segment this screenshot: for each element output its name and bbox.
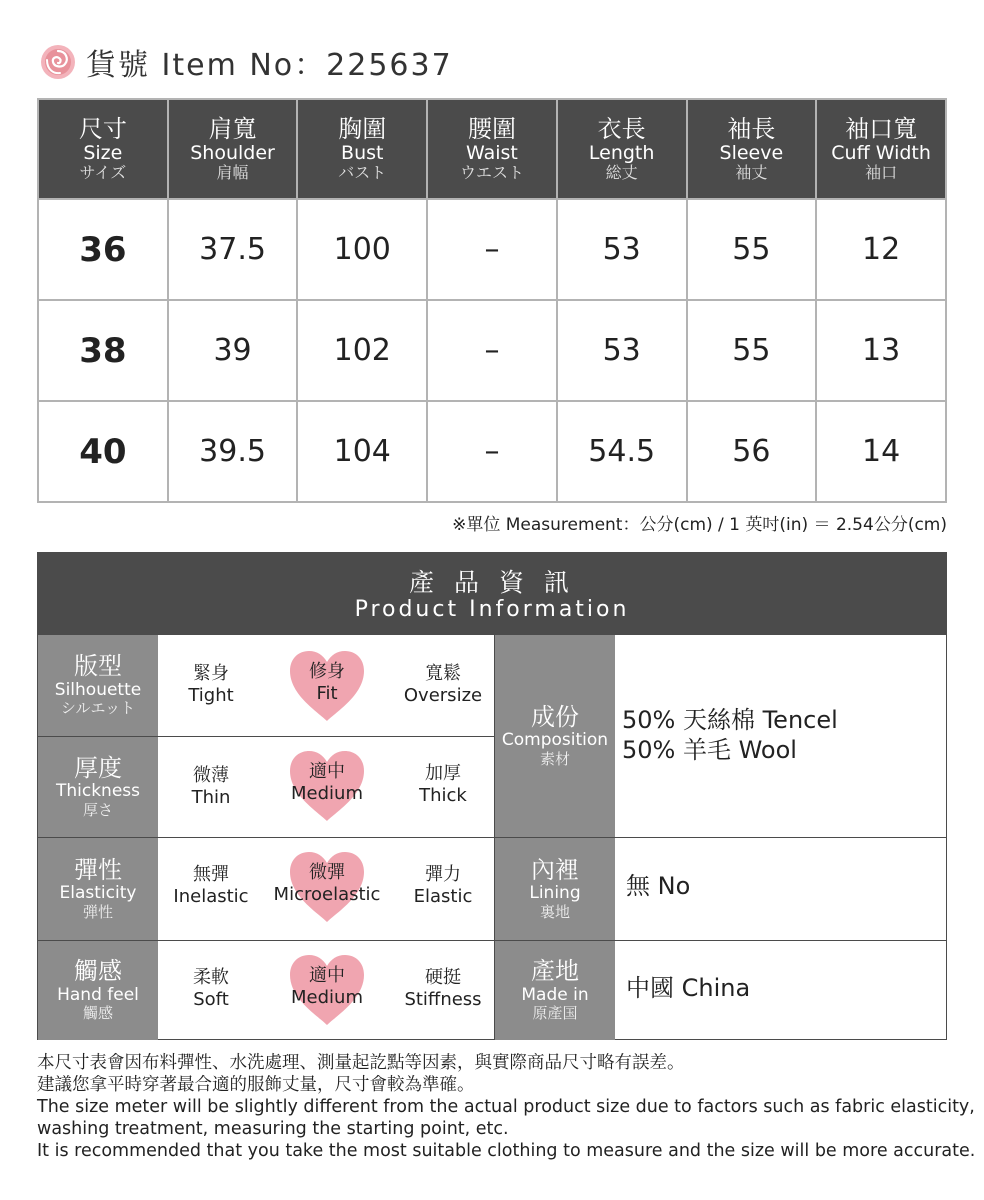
item-number-title: 貨號 Item No：225637 (86, 48, 453, 83)
label-ja: 原產国 (532, 1004, 578, 1023)
option-en: Tight (188, 684, 234, 706)
header-zh: 肩寬 (208, 114, 257, 143)
length-cell: 54.5 (557, 401, 687, 502)
size-cell: 40 (38, 401, 168, 502)
header-en: Shoulder (190, 141, 275, 164)
header-en: Bust (341, 141, 384, 164)
header-zh: 尺寸 (78, 114, 127, 143)
column-header-bust (297, 99, 427, 199)
size-table (37, 98, 947, 503)
table-row (38, 300, 946, 401)
option-thin (156, 765, 266, 809)
label-zh: 版型 (74, 652, 122, 681)
option-zh: 無彈 (193, 864, 229, 885)
label-en: Thickness (55, 781, 141, 802)
disclaimer-line: It is recommended that you take the most suitable clothing to measure and the size will be more accurate. (37, 1141, 976, 1161)
option-zh: 適中 (309, 761, 345, 782)
label-ja: 裏地 (539, 902, 570, 921)
sleeve-cell: 55 (687, 199, 817, 300)
label-lining (495, 838, 615, 940)
column-header-sleeve (687, 99, 817, 199)
header-en: Length (588, 141, 655, 164)
header-en: Waist (466, 141, 518, 164)
column-header-waist (427, 99, 557, 199)
bust-cell: 104 (297, 401, 427, 502)
header-en: Cuff Width (831, 141, 931, 164)
selected-option-microelastic (273, 850, 381, 924)
label-zh: 厚度 (74, 753, 122, 782)
length-cell: 53 (557, 300, 687, 401)
size-table-header-row (38, 99, 946, 199)
cuff-width-cell: 14 (816, 401, 946, 502)
disclaimer-line: 本尺寸表會因布料彈性、水洗處理、測量起訖點等因素，與實際商品尺寸略有誤差。 (37, 1053, 685, 1073)
option-zh: 微薄 (193, 765, 229, 786)
label-hand-feel (38, 941, 158, 1040)
option-zh: 緊身 (193, 663, 229, 684)
label-zh: 彈性 (74, 855, 122, 884)
bust-cell: 100 (297, 199, 427, 300)
header-ja: バスト (338, 163, 387, 183)
header-ja: 袖丈 (735, 163, 768, 183)
option-soft (156, 967, 266, 1011)
option-en: Thin (191, 786, 231, 808)
header-ja: 肩幅 (216, 163, 249, 183)
option-zh: 寬鬆 (425, 663, 461, 684)
selected-option-fit (288, 649, 366, 723)
option-thick (388, 763, 498, 807)
divider (38, 837, 946, 838)
selected-option-medium (288, 953, 366, 1027)
header-zh: 袖口寬 (845, 114, 918, 143)
option-zh: 微彈 (309, 862, 345, 883)
table-row (38, 401, 946, 502)
disclaimer-line: washing treatment, measuring the starting point, etc. (37, 1119, 509, 1139)
label-ja: シルエット (60, 699, 136, 718)
option-en: Fit (316, 682, 338, 704)
length-cell: 53 (557, 199, 687, 300)
sleeve-cell: 55 (687, 300, 817, 401)
label-ja: 弾性 (82, 902, 113, 921)
column-header-shoulder (168, 99, 298, 199)
option-en: Oversize (403, 684, 483, 706)
cuff-width-cell: 12 (816, 199, 946, 300)
option-en: Medium (291, 986, 363, 1008)
waist-cell: – (427, 300, 557, 401)
option-zh: 加厚 (425, 763, 461, 784)
composition-value (622, 705, 838, 765)
option-en: Thick (419, 784, 467, 806)
label-elasticity (38, 838, 158, 940)
label-en: Silhouette (54, 679, 142, 700)
label-ja: 素材 (539, 749, 570, 768)
label-zh: 觸感 (74, 957, 122, 986)
label-en: Made in (521, 984, 589, 1005)
header-zh: 衣長 (597, 114, 646, 143)
table-row (38, 199, 946, 300)
header-ja: 総丈 (605, 163, 638, 183)
option-en: Medium (291, 782, 363, 804)
lining-value: 無 No (626, 872, 691, 900)
label-ja: 觸感 (82, 1004, 113, 1023)
label-made-in (495, 941, 615, 1040)
product-information-title-en: Product Information (354, 597, 630, 622)
rose-icon (38, 42, 78, 82)
column-header-size (38, 99, 168, 199)
shoulder-cell: 39.5 (168, 401, 298, 502)
label-zh: 產地 (531, 957, 579, 986)
option-en: Elastic (413, 885, 473, 907)
header-en: Sleeve (719, 141, 784, 164)
waist-cell: – (427, 401, 557, 502)
option-tight (156, 663, 266, 707)
option-zh: 修身 (309, 661, 345, 682)
composition-line: 50% 天絲棉 Tencel (622, 706, 838, 734)
option-en: Inelastic (173, 885, 249, 907)
cuff-width-cell: 13 (816, 300, 946, 401)
divider (38, 940, 946, 941)
header-en: Size (83, 141, 123, 164)
option-zh: 彈力 (425, 864, 461, 885)
header-ja: サイズ (79, 163, 127, 183)
bust-cell: 102 (297, 300, 427, 401)
label-en: Composition (501, 730, 609, 751)
option-zh: 適中 (309, 965, 345, 986)
option-elastic (388, 864, 498, 908)
made-in-value: 中國 China (626, 974, 751, 1002)
header-zh: 腰圍 (467, 114, 516, 143)
option-zh: 柔軟 (193, 967, 229, 988)
column-header-length (557, 99, 687, 199)
option-en: Soft (193, 988, 229, 1010)
column-header-cuff-width (816, 99, 946, 199)
option-stiffness (388, 967, 498, 1011)
item-header (38, 40, 453, 84)
shoulder-cell: 37.5 (168, 199, 298, 300)
option-en: Microelastic (273, 883, 381, 905)
selected-option-medium (288, 749, 366, 823)
label-ja: 厚さ (82, 800, 113, 819)
option-zh: 硬挺 (425, 967, 461, 988)
header-zh: 袖長 (727, 114, 776, 143)
composition-line: 50% 羊毛 Wool (622, 736, 797, 764)
label-silhouette (38, 635, 158, 736)
label-en: Lining (529, 883, 581, 904)
sleeve-cell: 56 (687, 401, 817, 502)
header-ja: ウエスト (459, 163, 524, 183)
product-information-header (38, 553, 946, 635)
option-inelastic (156, 864, 266, 908)
waist-cell: – (427, 199, 557, 300)
label-en: Elasticity (59, 883, 137, 904)
label-thickness (38, 737, 158, 837)
size-cell: 36 (38, 199, 168, 300)
header-ja: 袖口 (865, 163, 898, 183)
size-disclaimer (37, 1052, 976, 1162)
label-composition (495, 635, 615, 837)
option-en: Stiffness (404, 988, 482, 1010)
size-cell: 38 (38, 300, 168, 401)
label-zh: 成份 (531, 702, 579, 731)
label-en: Hand feel (57, 984, 139, 1005)
product-information-panel (37, 552, 947, 1040)
option-oversize (388, 663, 498, 707)
product-information-title-zh: 產 品 資 訊 (409, 568, 575, 597)
measurement-unit-note: ※單位 Measurement：公分(cm) / 1 英吋(in) ＝ 2.54公分(cm) (452, 515, 947, 535)
disclaimer-line: 建議您拿平時穿著最合適的服飾丈量，尺寸會較為準確。 (37, 1075, 475, 1095)
disclaimer-line: The size meter will be slightly different from the actual product size due to factors such as fabric elasticity, (37, 1097, 975, 1117)
label-zh: 內裡 (531, 855, 579, 884)
header-zh: 胸圍 (338, 114, 387, 143)
shoulder-cell: 39 (168, 300, 298, 401)
